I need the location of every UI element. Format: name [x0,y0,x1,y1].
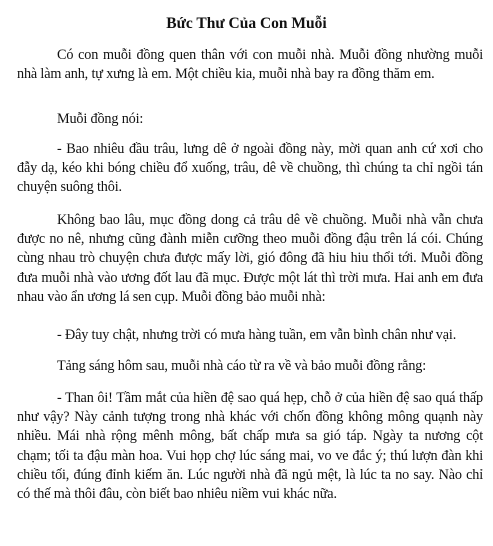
paragraph-dialogue-muoi-dong-1: - Bao nhiêu đầu trâu, lưng dê ở ngoài đồng này, mời quan anh cứ xơi cho đẫy dạ, kéo khi bóng chiều đổ xuống, trâu, dê về chuồng, thì chúng ta chỉ ngồi tán chuyện suông thôi. [17,141,483,196]
paragraph-dialogue-muoi-nha: - Than ôi! Tầm mắt của hiền đệ sao quá hẹp, chỗ ở của hiền đệ sao quá thấp như vậy? Này cảnh tượng trong nhà khác với chốn đồng không mông quạnh này nhiều. Mái nhà rộng mênh mông, bất chấp mưa sa gió táp. Ngày ta nương cột chạm; tối ta đậu màn hoa. Vui họp chợ lúc sáng mai, vo ve đắc ý; thú lượn đàn khi chiều tối, đúng đỉnh kiếm ăn. Lúc người nhà đã ngủ mệt, là lúc ta no say. Nào chỉ có thế mà thôi đâu, còn biết bao nhiêu niềm vui khác nữa. [17,390,483,503]
paragraph-narrative-rain: Không bao lâu, mục đồng dong cả trâu dê về chuồng. Muỗi nhà vẫn chưa được no nê, nhưng cũng đành miễn cưỡng theo muỗi đồng đậu trên lá cói. Chúng cùng nhau trò chuyện chưa được mấy lời, gió đông đã hiu hiu thổi tới. Muỗi đồng đưa muỗi nhà vào ương đốt lau đã mục. Được một lát thì trời mưa. Hai anh em đưa nhau vào ẩn ương lá sen cụp. Muỗi đồng bảo muỗi nhà: [17,212,483,305]
document-title: Bức Thư Của Con Muỗi [166,15,327,32]
paragraph-dialogue-muoi-dong-2: - Đây tuy chật, nhưng trời có mưa hàng tuần, em vẫn bình chân như vại. [57,327,457,343]
paragraph-muoi-dong-noi: Muỗi đồng nói: [57,111,144,127]
paragraph-intro: Có con muỗi đồng quen thân với con muỗi nhà. Muỗi đồng nhường muỗi nhà làm anh, tự xưng là em. Một chiều kia, muỗi nhà bay ra đồng thăm em. [17,47,483,83]
paragraph-next-morning: Tảng sáng hôm sau, muỗi nhà cáo từ ra về và bảo muỗi đồng rằng: [57,358,426,374]
